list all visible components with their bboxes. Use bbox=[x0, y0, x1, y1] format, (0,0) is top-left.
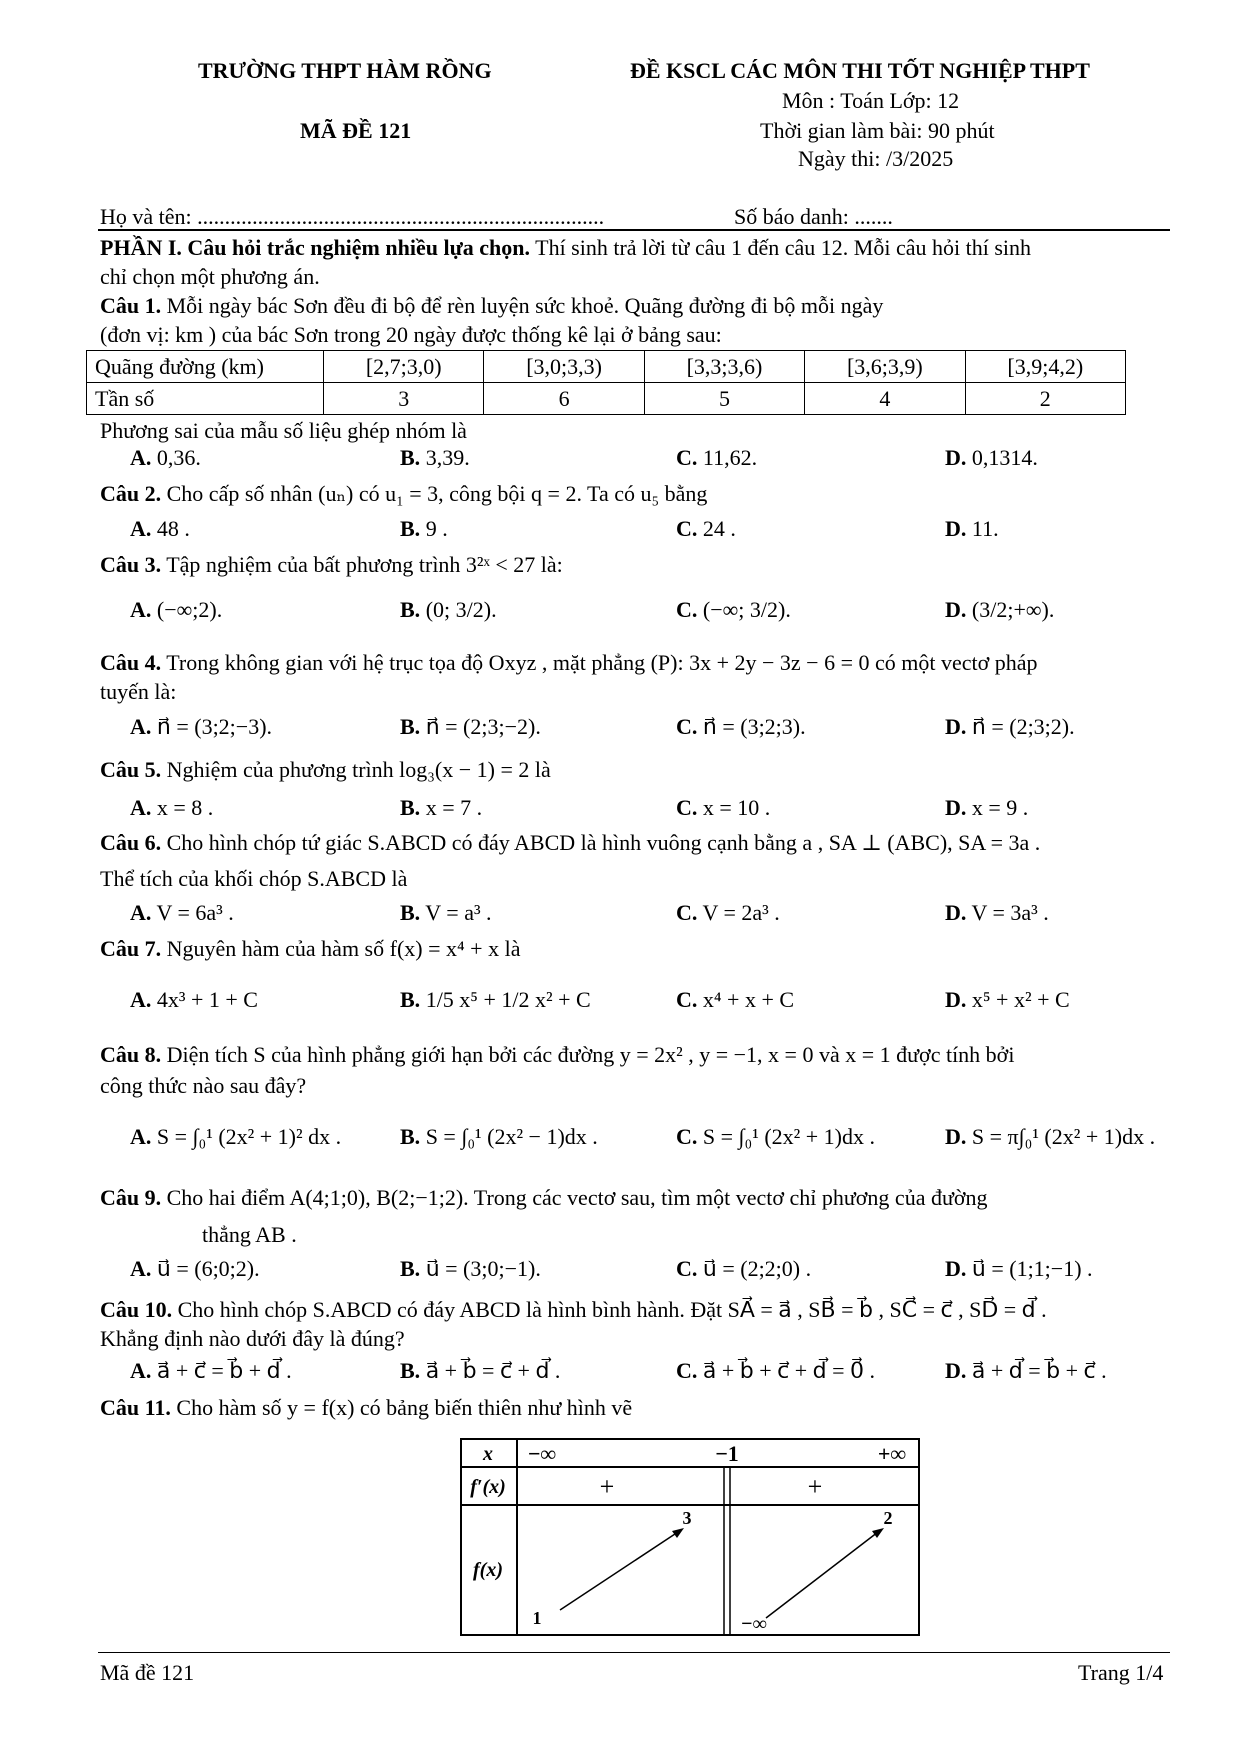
x-value: −1 bbox=[715, 1441, 739, 1466]
part1-instruction: PHẦN I. Câu hỏi trắc nghiệm nhiều lựa chọn. Thí sinh trả lời từ câu 1 đến câu 12. Mỗi câu hỏi thí sinh bbox=[100, 235, 1031, 260]
q5-option-b: B. x = 7 . bbox=[400, 795, 483, 820]
q3-option-c: C. (−∞; 3/2). bbox=[676, 597, 791, 622]
q1-text: Câu 1. Mỗi ngày bác Sơn đều đi bộ để rèn luyện sức khoẻ. Quãng đường đi bộ mỗi ngày bbox=[100, 293, 884, 318]
q3-text: Câu 3. Tập nghiệm của bất phương trình 3²ˣ < 27 là: bbox=[100, 552, 563, 577]
row-label-x: x bbox=[483, 1443, 493, 1465]
q1-question: Phương sai của mẫu số liệu ghép nhóm là bbox=[100, 418, 467, 443]
school-name: TRƯỜNG THPT HÀM RỒNG bbox=[198, 58, 492, 83]
variation-table bbox=[460, 1438, 920, 1638]
q11-text: Câu 11. Cho hàm số y = f(x) có bảng biến thiên như hình vẽ bbox=[100, 1395, 633, 1420]
table-row bbox=[87, 383, 1126, 415]
q2-option-a: A. 48 . bbox=[130, 516, 190, 541]
exam-title: ĐỀ KSCL CÁC MÔN THI TỐT NGHIỆP THPT bbox=[630, 58, 1090, 83]
q1-option-c: C. 11,62. bbox=[676, 445, 758, 470]
q6-option-c: C. V = 2a³ . bbox=[676, 900, 780, 925]
q9-option-c: C. u⃗ = (2;2;0) . bbox=[676, 1256, 812, 1281]
table-row bbox=[87, 351, 1126, 383]
row-label-fprime: f′(x) bbox=[470, 1476, 506, 1498]
x-value: −∞ bbox=[527, 1441, 557, 1466]
f-value: 3 bbox=[682, 1508, 692, 1528]
increase-arrow bbox=[766, 1532, 878, 1618]
q9-option-b: B. u⃗ = (3;0;−1). bbox=[400, 1256, 541, 1281]
row-label-f: f(x) bbox=[473, 1559, 503, 1581]
q1-text-2: (đơn vị: km ) của bác Sơn trong 20 ngày được thống kê lại ở bảng sau: bbox=[100, 322, 722, 347]
table-cell: 2 bbox=[965, 383, 1125, 415]
q8-option-b: B. S = ∫₀¹ (2x² − 1)dx . bbox=[400, 1124, 598, 1149]
q8-text: Câu 8. Diện tích S của hình phẳng giới hạn bởi các đường y = 2x² , y = −1, x = 0 và x = 1 được tính bởi bbox=[100, 1042, 1015, 1067]
table-cell: Quãng đường (km) bbox=[87, 351, 324, 383]
q10-option-d: D. a⃗ + d⃗ = b⃗ + c⃗ . bbox=[945, 1358, 1107, 1383]
q10-option-b: B. a⃗ + b⃗ = c⃗ + d⃗ . bbox=[400, 1358, 561, 1383]
f-value: −∞ bbox=[741, 1613, 767, 1635]
page-number: Trang 1/4 bbox=[1078, 1660, 1164, 1685]
f-value: 1 bbox=[532, 1608, 542, 1628]
frequency-table bbox=[86, 350, 1126, 415]
name-field: Họ và tên: .......................................................................... bbox=[100, 204, 605, 229]
table-cell: 3 bbox=[324, 383, 484, 415]
q8-option-c: C. S = ∫₀¹ (2x² + 1)dx . bbox=[676, 1124, 875, 1149]
q6-text-2: Thể tích của khối chóp S.ABCD là bbox=[100, 866, 408, 891]
part1-instruction-2: chỉ chọn một phương án. bbox=[100, 264, 320, 289]
q10-text: Câu 10. Cho hình chóp S.ABCD có đáy ABCD là hình bình hành. Đặt SA⃗ = a⃗ , SB⃗ = b⃗ , SC⃗ = c⃗ , SD⃗ = d⃗ . bbox=[100, 1297, 1047, 1322]
q4-option-c: C. n⃗ = (3;2;3). bbox=[676, 714, 806, 739]
table-cell: 4 bbox=[805, 383, 965, 415]
q5-text: Câu 5. Nghiệm của phương trình log₃(x − 1) = 2 là bbox=[100, 757, 551, 782]
exam-date: Ngày thi: /3/2025 bbox=[798, 146, 954, 171]
q9-text: Câu 9. Cho hai điểm A(4;1;0), B(2;−1;2). Trong các vectơ sau, tìm một vectơ chỉ phương của đường bbox=[100, 1185, 988, 1210]
q1-option-a: A. 0,36. bbox=[130, 445, 201, 470]
derivative-sign: + bbox=[599, 1472, 615, 1501]
exam-code: MÃ ĐỀ 121 bbox=[300, 118, 412, 143]
exam-duration: Thời gian làm bài: 90 phút bbox=[760, 118, 995, 143]
derivative-sign: + bbox=[807, 1472, 823, 1501]
q2-text: Câu 2. Cho cấp số nhân (uₙ) có u₁ = 3, công bội q = 2. Ta có u₅ bằng bbox=[100, 481, 708, 506]
q10-option-c: C. a⃗ + b⃗ + c⃗ + d⃗ = 0⃗ . bbox=[676, 1358, 876, 1383]
q7-option-b: B. 1/5 x⁵ + 1/2 x² + C bbox=[400, 987, 591, 1012]
arrowhead-icon bbox=[672, 1528, 684, 1538]
q6-option-d: D. V = 3a³ . bbox=[945, 900, 1049, 925]
table-cell: [3,3;3,6) bbox=[644, 351, 804, 383]
arrowhead-icon bbox=[872, 1528, 884, 1538]
q9-text-2: thẳng AB . bbox=[202, 1222, 297, 1247]
q8-text-2: công thức nào sau đây? bbox=[100, 1073, 307, 1098]
q6-text: Câu 6. Cho hình chóp tứ giác S.ABCD có đáy ABCD là hình vuông cạnh bằng a , SA ⊥ (ABC), SA = 3a . bbox=[100, 830, 1041, 855]
increase-arrow bbox=[560, 1532, 678, 1610]
table-cell: [2,7;3,0) bbox=[324, 351, 484, 383]
table-cell: [3,6;3,9) bbox=[805, 351, 965, 383]
q4-text: Câu 4. Trong không gian với hệ trục tọa độ Oxyz , mặt phẳng (P): 3x + 2y − 3z − 6 = 0 có một vectơ pháp bbox=[100, 650, 1038, 675]
table-cell: [3,9;4,2) bbox=[965, 351, 1125, 383]
q6-option-b: B. V = a³ . bbox=[400, 900, 492, 925]
table-cell: [3,0;3,3) bbox=[484, 351, 644, 383]
variation-table-border bbox=[461, 1439, 919, 1635]
q5-option-c: C. x = 10 . bbox=[676, 795, 771, 820]
q7-option-a: A. 4x³ + 1 + C bbox=[130, 987, 258, 1012]
q2-option-b: B. 9 . bbox=[400, 516, 448, 541]
q4-option-b: B. n⃗ = (2;3;−2). bbox=[400, 714, 541, 739]
q7-text: Câu 7. Nguyên hàm của hàm số f(x) = x⁴ + x là bbox=[100, 936, 521, 961]
f-value: 2 bbox=[883, 1508, 893, 1528]
q1-option-d: D. 0,1314. bbox=[945, 445, 1038, 470]
q2-option-d: D. 11. bbox=[945, 516, 999, 541]
q7-option-d: D. x⁵ + x² + C bbox=[945, 987, 1070, 1012]
q8-option-d: D. S = π∫₀¹ (2x² + 1)dx . bbox=[945, 1124, 1156, 1149]
q5-option-d: D. x = 9 . bbox=[945, 795, 1029, 820]
q10-option-a: A. a⃗ + c⃗ = b⃗ + d⃗ . bbox=[130, 1358, 292, 1383]
q3-option-b: B. (0; 3/2). bbox=[400, 597, 497, 622]
subject-grade: Môn : Toán Lớp: 12 bbox=[782, 88, 960, 113]
q9-option-d: D. u⃗ = (1;1;−1) . bbox=[945, 1256, 1093, 1281]
q6-option-a: A. V = 6a³ . bbox=[130, 900, 234, 925]
footer-code: Mã đề 121 bbox=[100, 1660, 195, 1685]
footer-divider bbox=[98, 1652, 1170, 1653]
q5-option-a: A. x = 8 . bbox=[130, 795, 214, 820]
q4-text-2: tuyến là: bbox=[100, 679, 177, 704]
id-field: Số báo danh: ....... bbox=[734, 204, 893, 229]
q9-option-a: A. u⃗ = (6;0;2). bbox=[130, 1256, 260, 1281]
q2-option-c: C. 24 . bbox=[676, 516, 736, 541]
q7-option-c: C. x⁴ + x + C bbox=[676, 987, 795, 1012]
table-cell: 6 bbox=[484, 383, 644, 415]
q3-option-a: A. (−∞;2). bbox=[130, 597, 223, 622]
header-divider bbox=[98, 229, 1170, 231]
table-cell: 5 bbox=[644, 383, 804, 415]
q4-option-a: A. n⃗ = (3;2;−3). bbox=[130, 714, 273, 739]
x-value: +∞ bbox=[877, 1441, 907, 1466]
q3-option-d: D. (3/2;+∞). bbox=[945, 597, 1055, 622]
q4-option-d: D. n⃗ = (2;3;2). bbox=[945, 714, 1075, 739]
table-cell: Tần số bbox=[87, 383, 324, 415]
q8-option-a: A. S = ∫₀¹ (2x² + 1)² dx . bbox=[130, 1124, 342, 1149]
q10-text-2: Khẳng định nào dưới đây là đúng? bbox=[100, 1326, 405, 1351]
q1-option-b: B. 3,39. bbox=[400, 445, 470, 470]
